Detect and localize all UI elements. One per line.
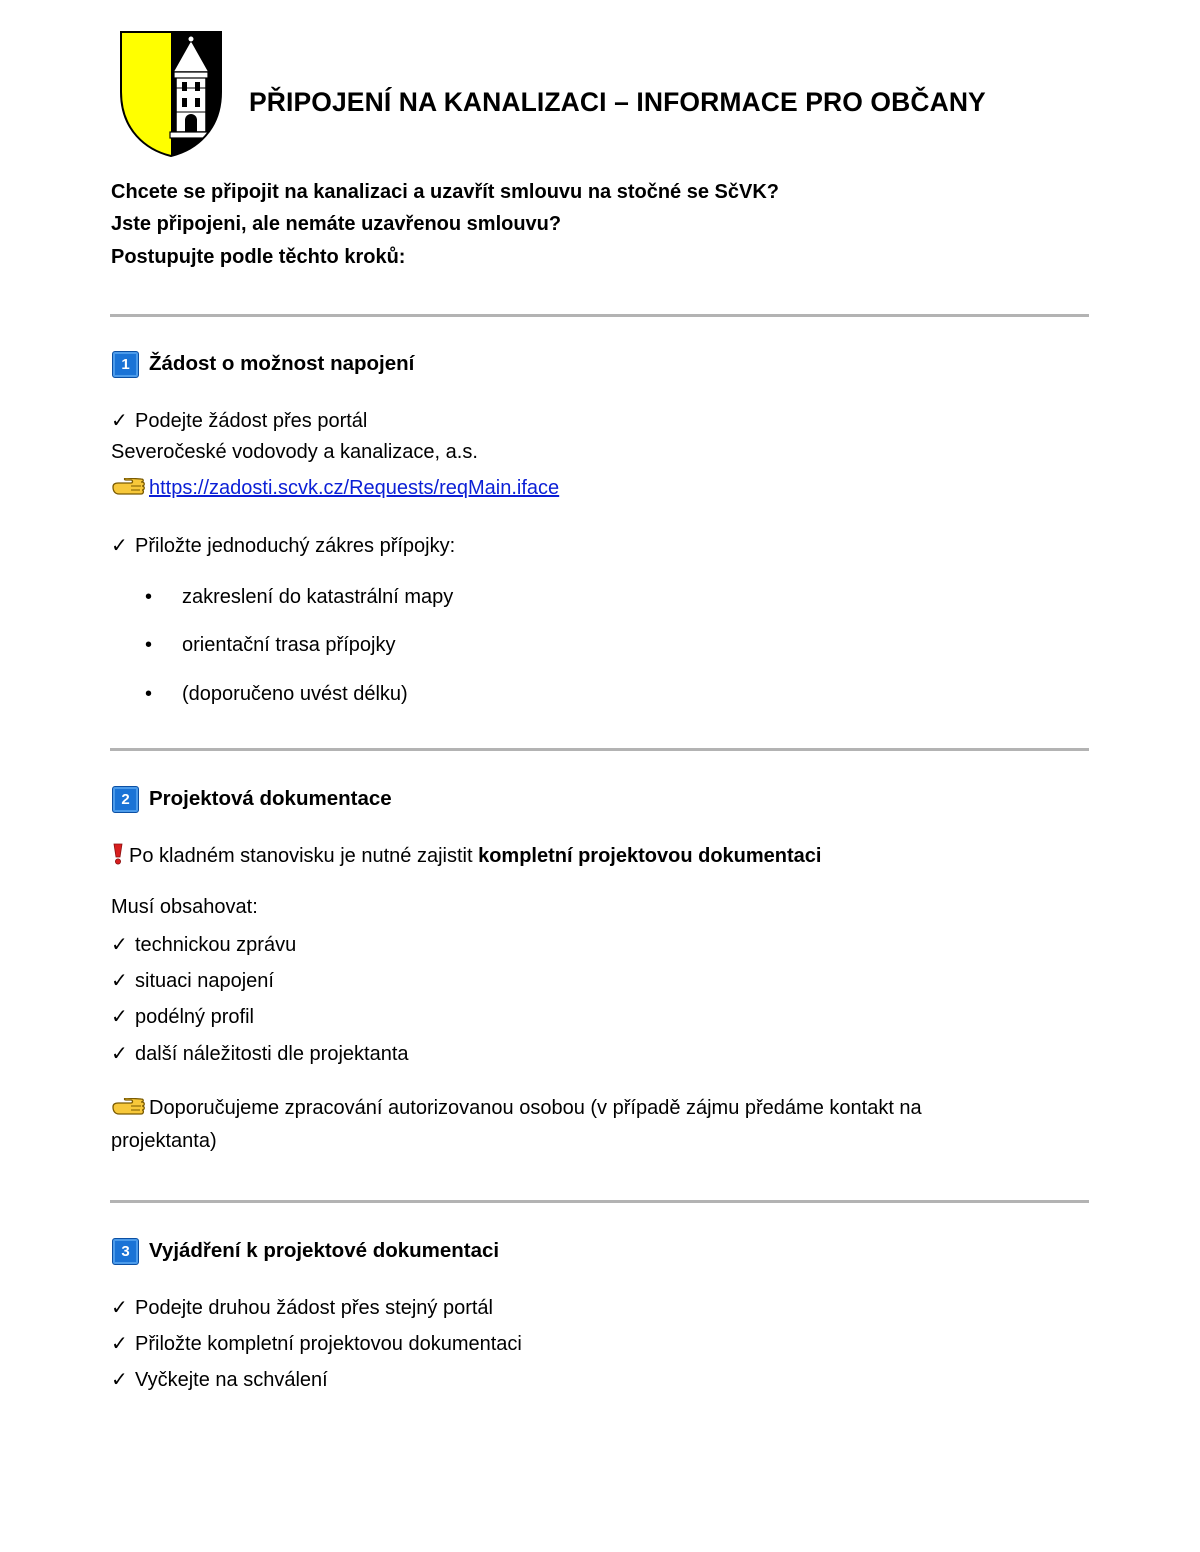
section-divider [110,1200,1089,1203]
section-2-title: Projektová dokumentace [149,787,392,810]
check-icon: ✓ [111,1006,128,1028]
list-item [111,1041,409,1066]
list-item [111,932,296,957]
list-item-text: Přiložte kompletní projektovou dokumentaci [135,1333,522,1355]
bullet-icon: • [145,634,153,656]
section-1-text-1: Podejte žádost přes portál [135,410,368,432]
recommendation-text: Doporučujeme zpracování autorizovanou osobou (v případě zájmu předáme kontakt na [149,1097,922,1119]
section-2-notice [111,843,821,868]
list-item-text: orientační trasa přípojky [182,634,396,656]
list-item-text: situaci napojení [135,970,274,992]
portal-link[interactable]: https://zadosti.scvk.cz/Requests/reqMain.iface [149,477,560,499]
list-item-text: zakreslení do katastrální mapy [182,586,454,608]
list-item [111,968,274,993]
check-icon: ✓ [111,934,128,956]
list-item-text: Podejte druhou žádost přes stejný portál [135,1297,493,1319]
list-item [111,1331,522,1356]
list-item [111,1295,493,1320]
recommendation-line-1 [111,1097,922,1120]
list-item [145,683,408,706]
section-1-link-row [111,477,559,500]
step-1-badge: 1 [112,351,139,378]
recommendation-line-2: projektanta) [111,1130,217,1152]
notice-text: Po kladném stanovisku je nutné zajistit [129,845,479,867]
must-contain-label: Musí obsahovat: [111,896,258,918]
step-3-badge: 3 [112,1238,139,1265]
check-icon: ✓ [111,1369,128,1391]
coat-of-arms-logo [118,30,224,158]
section-divider [110,314,1089,317]
exclamation-icon [111,843,125,865]
bullet-icon: • [145,586,153,608]
list-item [111,1367,328,1392]
section-2-heading [112,785,392,813]
check-icon: ✓ [111,1297,128,1319]
intro-question-2: Jste připojeni, ale nemáte uzavřenou smlouvu? [111,213,562,235]
check-icon: ✓ [111,535,128,557]
list-item [111,1004,254,1029]
list-item-text: podélný profil [135,1006,254,1028]
list-item-text: (doporučeno uvést délku) [182,683,408,705]
pointing-hand-icon [111,478,145,496]
page-title: PŘIPOJENÍ NA KANALIZACI – INFORMACE PRO OBČANY [249,87,986,117]
section-1-line-1 [111,408,367,433]
check-icon: ✓ [111,410,128,432]
section-1-title: Žádost o možnost napojení [149,352,415,375]
list-item-text: Vyčkejte na schválení [135,1369,328,1391]
section-1-text-3: Přiložte jednoduchý zákres přípojky: [135,535,456,557]
intro-question-1: Chcete se připojit na kanalizaci a uzavřít smlouvu na stočné se SčVK? [111,181,779,203]
section-3-heading [112,1237,499,1265]
list-item [145,586,453,609]
bullet-icon: • [145,683,153,705]
check-icon: ✓ [111,970,128,992]
step-2-badge: 2 [112,786,139,813]
intro-instruction: Postupujte podle těchto kroků: [111,246,406,268]
section-3-title: Vyjádření k projektové dokumentaci [149,1239,500,1262]
list-item-text: další náležitosti dle projektanta [135,1043,409,1065]
check-icon: ✓ [111,1043,128,1065]
section-1-heading [112,350,414,378]
section-divider [110,748,1089,751]
list-item-text: technickou zprávu [135,934,297,956]
section-1-line-2: Severočeské vodovody a kanalizace, a.s. [111,441,478,463]
pointing-hand-icon [111,1098,145,1116]
list-item [145,634,395,657]
notice-bold-text: kompletní projektovou dokumentaci [478,845,822,867]
section-1-line-3 [111,533,455,558]
check-icon: ✓ [111,1333,128,1355]
